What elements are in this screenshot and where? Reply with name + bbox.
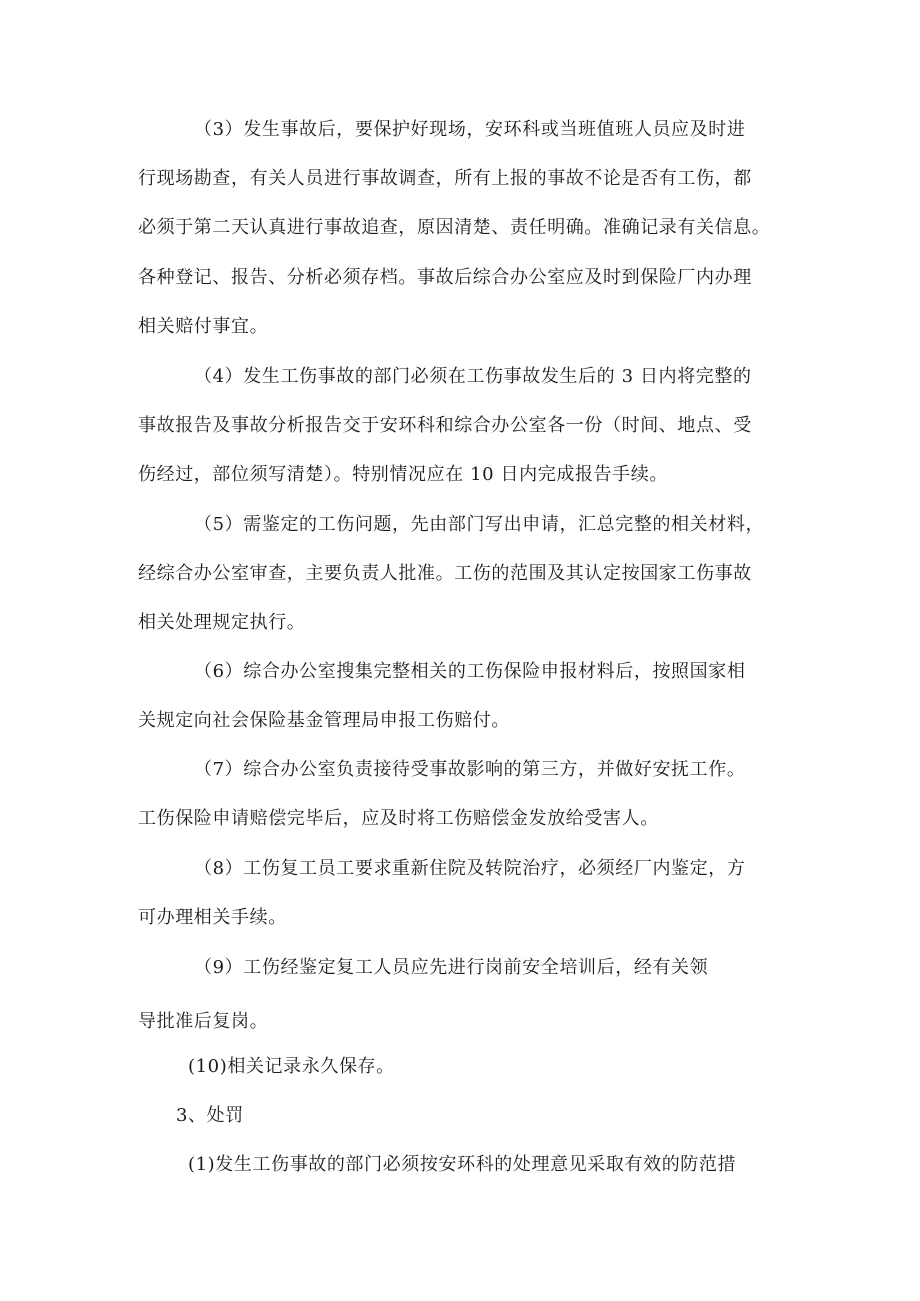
paragraph-3-line-5: 相关赔付事宜。 xyxy=(138,316,269,337)
paragraph-5-line-3: 相关处理规定执行。 xyxy=(138,612,306,633)
paragraph-4-line-2: 事故报告及事故分析报告交于安环科和综合办公室各一份（时间、地点、受 xyxy=(138,415,752,436)
paragraph-3-line-1: （3）发生事故后，要保护好现场，安环科或当班值班人员应及时进 xyxy=(194,119,746,140)
paragraph-3-line-2: 行现场勘查，有关人员进行事故调查，所有上报的事故不论是否有工伤，都 xyxy=(138,168,752,189)
paragraph-5-line-1: （5）需鉴定的工伤问题，先由部门写出申请，汇总完整的相关材料， xyxy=(194,514,765,535)
paragraph-4-line-3: 伤经过，部位须写清楚）。特别情况应在 10 日内完成报告手续。 xyxy=(138,464,668,485)
paragraph-9-line-2: 导批准后复岗。 xyxy=(138,1011,269,1032)
penalty-item-1-line-1: (1)发生工伤事故的部门必须按安环科的处理意见采取有效的防范措 xyxy=(188,1154,737,1175)
section-heading-penalty: 3、处罚 xyxy=(176,1105,244,1126)
paragraph-5-line-2: 经综合办公室审查，主要负责人批准。工伤的范围及其认定按国家工伤事故 xyxy=(138,563,752,584)
paragraph-3-line-3: 必须于第二天认真进行事故追查，原因清楚、责任明确。准确记录有关信息。 xyxy=(138,217,771,238)
paragraph-6-line-1: （6）综合办公室搜集完整相关的工伤保险申报材料后，按照国家相 xyxy=(194,661,746,682)
paragraph-8-line-2: 可办理相关手续。 xyxy=(138,907,287,928)
paragraph-8-line-1: （8）工伤复工员工要求重新住院及转院治疗，必须经厂内鉴定，方 xyxy=(194,858,746,879)
paragraph-9-line-1: （9）工伤经鉴定复工人员应先进行岗前安全培训后，经有关领 xyxy=(194,957,709,978)
paragraph-7-line-2: 工伤保险申请赔偿完毕后，应及时将工伤赔偿金发放给受害人。 xyxy=(138,808,659,829)
paragraph-7-line-1: （7）综合办公室负责接待受事故影响的第三方，并做好安抚工作。 xyxy=(194,759,746,780)
paragraph-4-line-1: （4）发生工伤事故的部门必须在工伤事故发生后的 3 日内将完整的 xyxy=(194,366,752,387)
paragraph-10-line-1: (10)相关记录永久保存。 xyxy=(188,1056,395,1077)
paragraph-3-line-4: 各种登记、报告、分析必须存档。事故后综合办公室应及时到保险厂内办理 xyxy=(138,267,752,288)
paragraph-6-line-2: 关规定向社会保险基金管理局申报工伤赔付。 xyxy=(138,710,510,731)
